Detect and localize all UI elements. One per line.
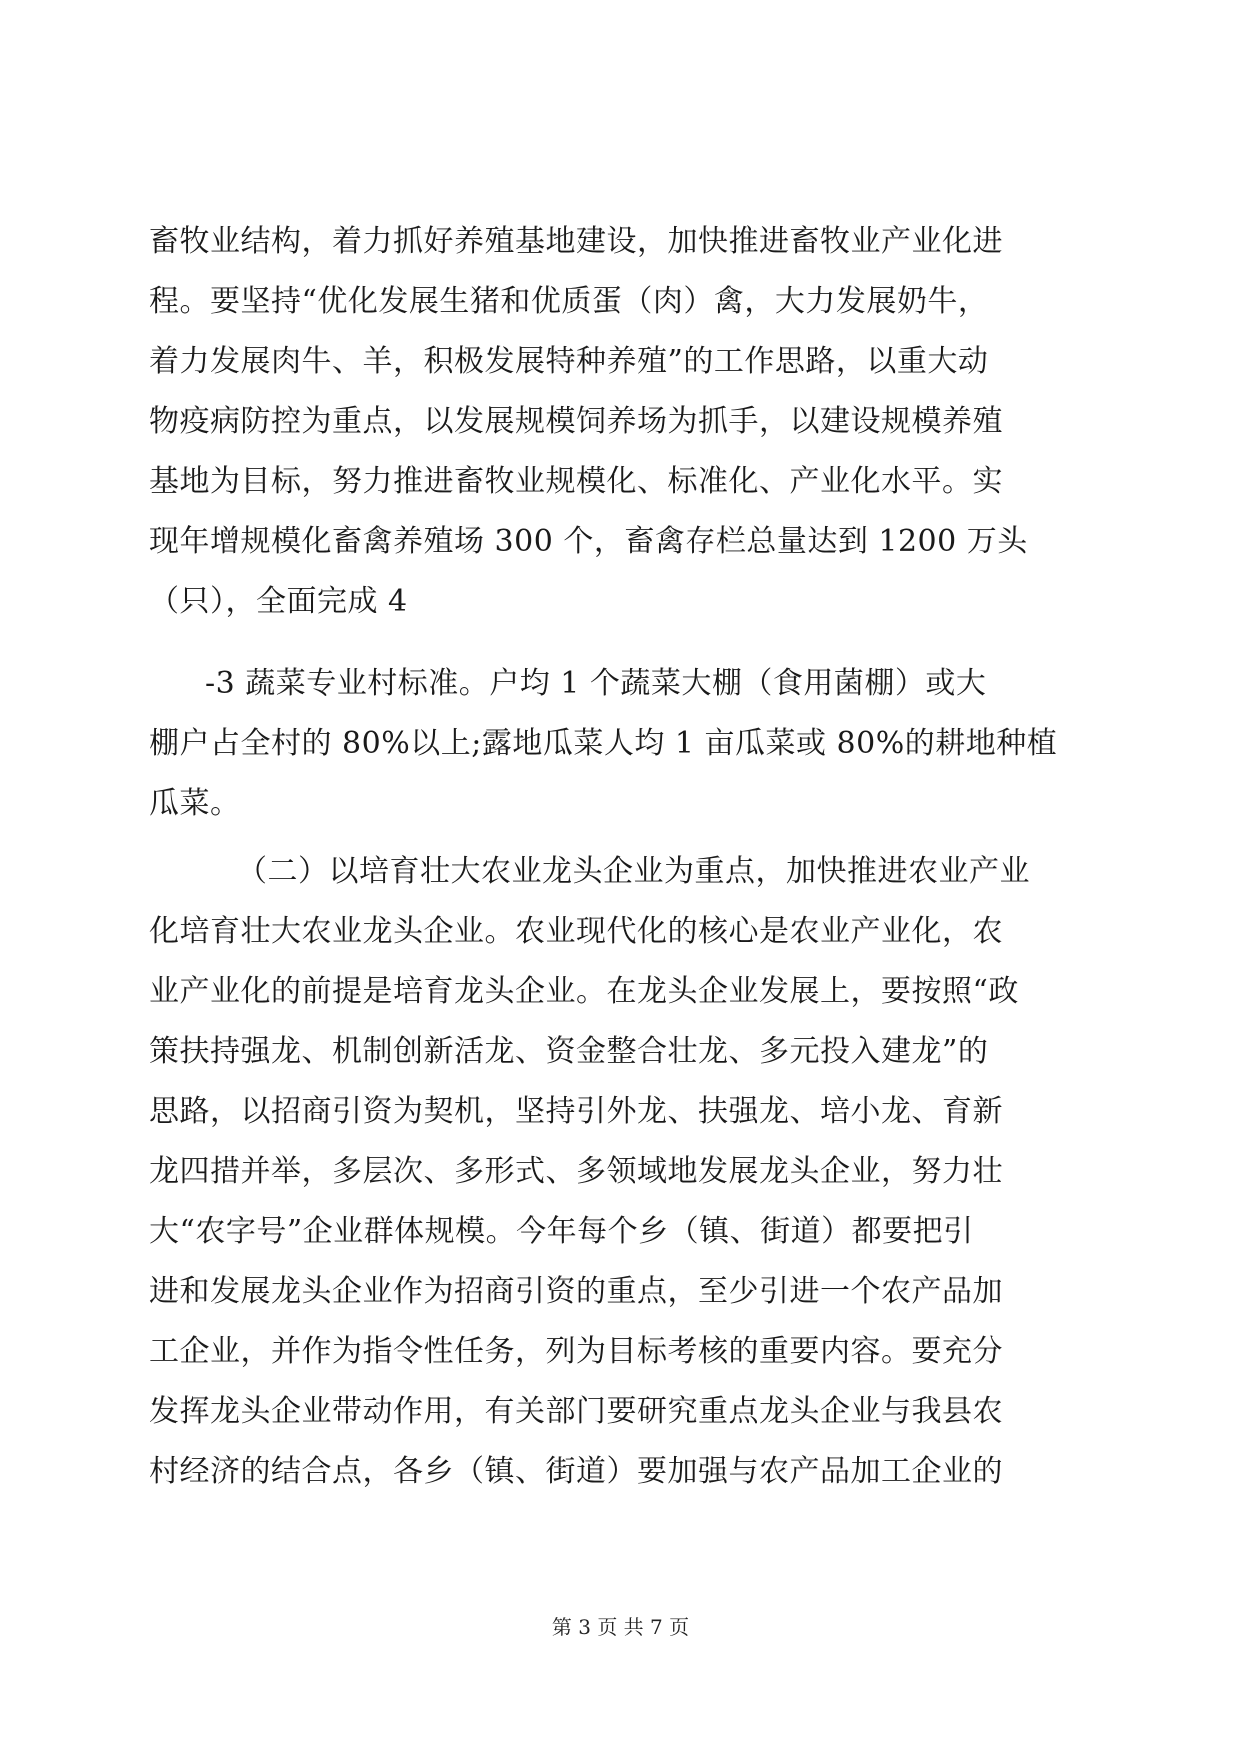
body-text-line: 着力发展肉牛、羊，积极发展特种养殖”的工作思路，以重大动 [149, 344, 989, 379]
body-text-line: 村经济的结合点，各乡（镇、街道）要加强与农产品加工企业的 [149, 1454, 1003, 1489]
body-text-line: 策扶持强龙、机制创新活龙、资金整合壮龙、多元投入建龙”的 [149, 1034, 989, 1069]
body-text-line: 基地为目标，努力推进畜牧业规模化、标准化、产业化水平。实 [149, 464, 1003, 499]
body-text-line: 业产业化的前提是培育龙头企业。在龙头企业发展上，要按照“政 [149, 974, 1019, 1009]
page-number-footer: 第 3 页 共 7 页 [551, 1615, 690, 1639]
body-text-line: 畜牧业结构，着力抓好养殖基地建设，加快推进畜牧业产业化进 [149, 224, 1003, 259]
body-text-line: 大“农字号”企业群体规模。今年每个乡（镇、街道）都要把引 [149, 1214, 974, 1249]
body-text-line: 现年增规模化畜禽养殖场 300 个，畜禽存栏总量达到 1200 万头 [149, 524, 1028, 559]
body-text-line: 化培育壮大农业龙头企业。农业现代化的核心是农业产业化，农 [149, 914, 1003, 949]
body-text-line: 瓜菜。 [149, 786, 241, 821]
section-heading-line: （二）以培育壮大农业龙头企业为重点，加快推进农业产业 [237, 854, 1030, 889]
body-text-line: （只），全面完成 4 [149, 584, 408, 619]
body-text-line: 棚户占全村的 80%以上;露地瓜菜人均 1 亩瓜菜或 80%的耕地种植 [149, 726, 1058, 761]
body-text-line: 龙四措并举，多层次、多形式、多领域地发展龙头企业，努力壮 [149, 1154, 1003, 1189]
body-text-line: 发挥龙头企业带动作用，有关部门要研究重点龙头企业与我县农 [149, 1394, 1003, 1429]
body-text-line: 思路，以招商引资为契机，坚持引外龙、扶强龙、培小龙、育新 [149, 1094, 1003, 1129]
body-text-line: -3 蔬菜专业村标准。户均 1 个蔬菜大棚（食用菌棚）或大 [205, 666, 987, 701]
body-text-line: 物疫病防控为重点，以发展规模饲养场为抓手，以建设规模养殖 [149, 404, 1003, 439]
body-text-line: 工企业，并作为指令性任务，列为目标考核的重要内容。要充分 [149, 1334, 1003, 1369]
body-text-line: 程。要坚持“优化发展生猪和优质蛋（肉）禽，大力发展奶牛， [149, 284, 989, 319]
body-text-line: 进和发展龙头企业作为招商引资的重点，至少引进一个农产品加 [149, 1274, 1003, 1309]
